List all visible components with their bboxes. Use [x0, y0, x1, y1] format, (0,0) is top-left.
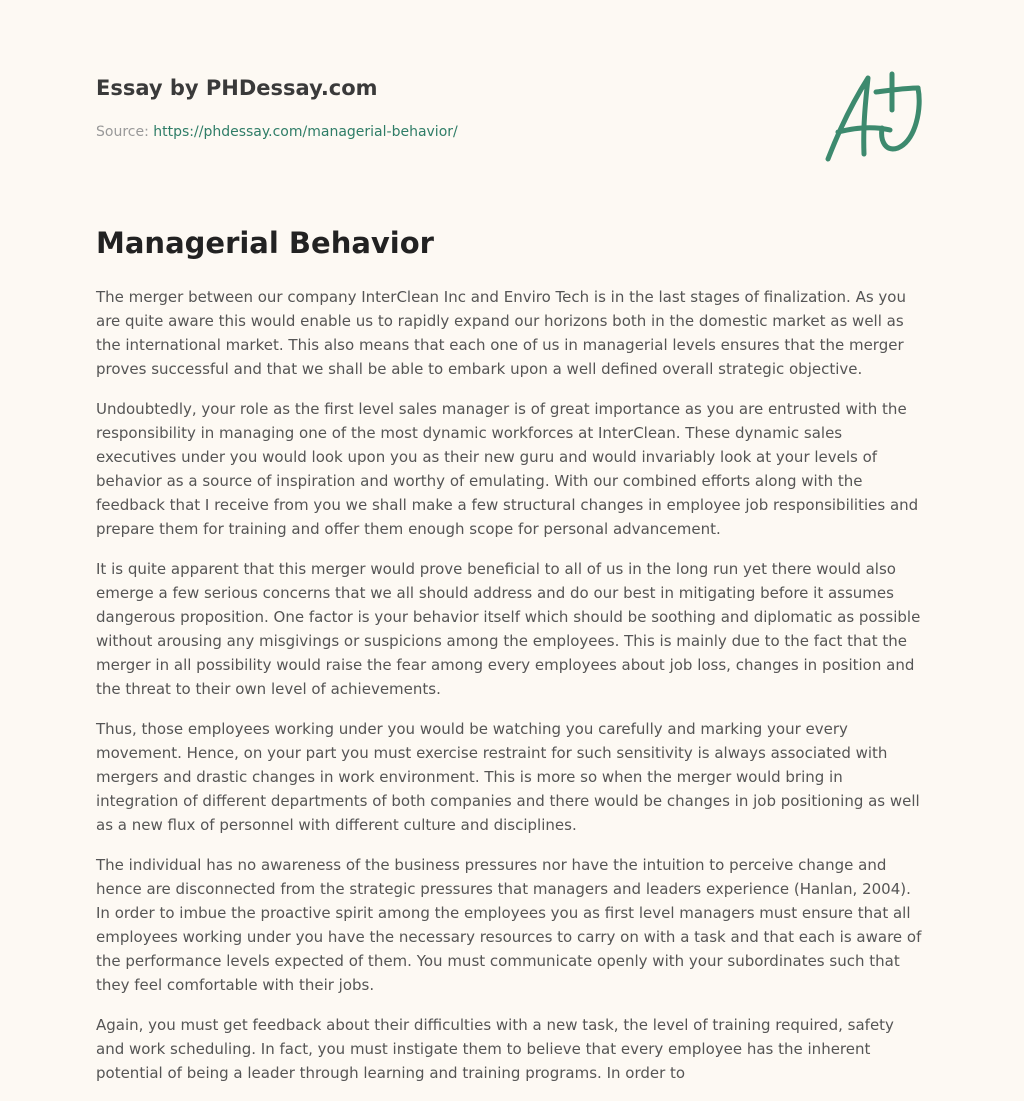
source-line [96, 124, 458, 140]
source-link[interactable]: https://phdessay.com/managerial-behavior/ [153, 124, 458, 140]
a-plus-logo-icon [818, 66, 930, 166]
article-paragraph: Again, you must get feedback about their difficulties with a new task, the level of training required, safety and work scheduling. In fact, you must instigate them to believe that every employee has the inherent potential of being a leader through learning and training programs. In order to [96, 1016, 894, 1082]
site-brand: Essay by PHDessay.com [96, 76, 378, 100]
article-paragraph: Thus, those employees working under you would be watching you carefully and marking your every movement. Hence, on your part you must exercise restraint for such sensitivity is always associated with mergers and drastic changes in work environment. This is more so when the merger would bring in integration of different departments of both companies and there would be changes in job positioning as well as a new flux of personnel with different culture and disciplines. [96, 720, 920, 834]
article-body [96, 285, 924, 1101]
article-title: Managerial Behavior [96, 226, 434, 260]
article-paragraph: The merger between our company InterClean Inc and Enviro Tech is in the last stages of finalization. As you are quite aware this would enable us to rapidly expand our horizons both in the domestic market as well as the international market. This also means that each one of us in managerial levels ensures that the merger proves successful and that we shall be able to embark upon a well defined overall strategic objective. [96, 288, 906, 378]
source-label: Source: [96, 124, 149, 140]
article-paragraph: It is quite apparent that this merger would prove beneficial to all of us in the long run yet there would also emerge a few serious concerns that we all should address and do our best in mitigating before it assumes dangerous proposition. One factor is your behavior itself which should be soothing and diplomatic as possible without arousing any misgivings or suspicions among the employees. This is mainly due to the fact that the merger in all possibility would raise the fear among every employees about job loss, changes in position and the threat to their own level of achievements. [96, 560, 921, 698]
article-paragraph: The individual has no awareness of the business pressures nor have the intuition to perceive change and hence are disconnected from the strategic pressures that managers and leaders experience (Hanlan, 2004). In order to imbue the proactive spirit among the employees you as first level managers must ensure that all employees working under you have the necessary resources to carry on with a task and that each is aware of the performance levels expected of them. You must communicate openly with your subordinates such that they feel comfortable with their jobs. [96, 856, 922, 994]
article-paragraph: Undoubtedly, your role as the first level sales manager is of great importance as you are entrusted with the responsibility in managing one of the most dynamic workforces at InterClean. These dynamic sales executives under you would look upon you as their new guru and would invariably look at your levels of behavior as a source of inspiration and worthy of emulating. With our combined efforts along with the feedback that I receive from you we shall make a few structural changes in employee job responsibilities and prepare them for training and offer them enough scope for personal advancement. [96, 400, 919, 538]
